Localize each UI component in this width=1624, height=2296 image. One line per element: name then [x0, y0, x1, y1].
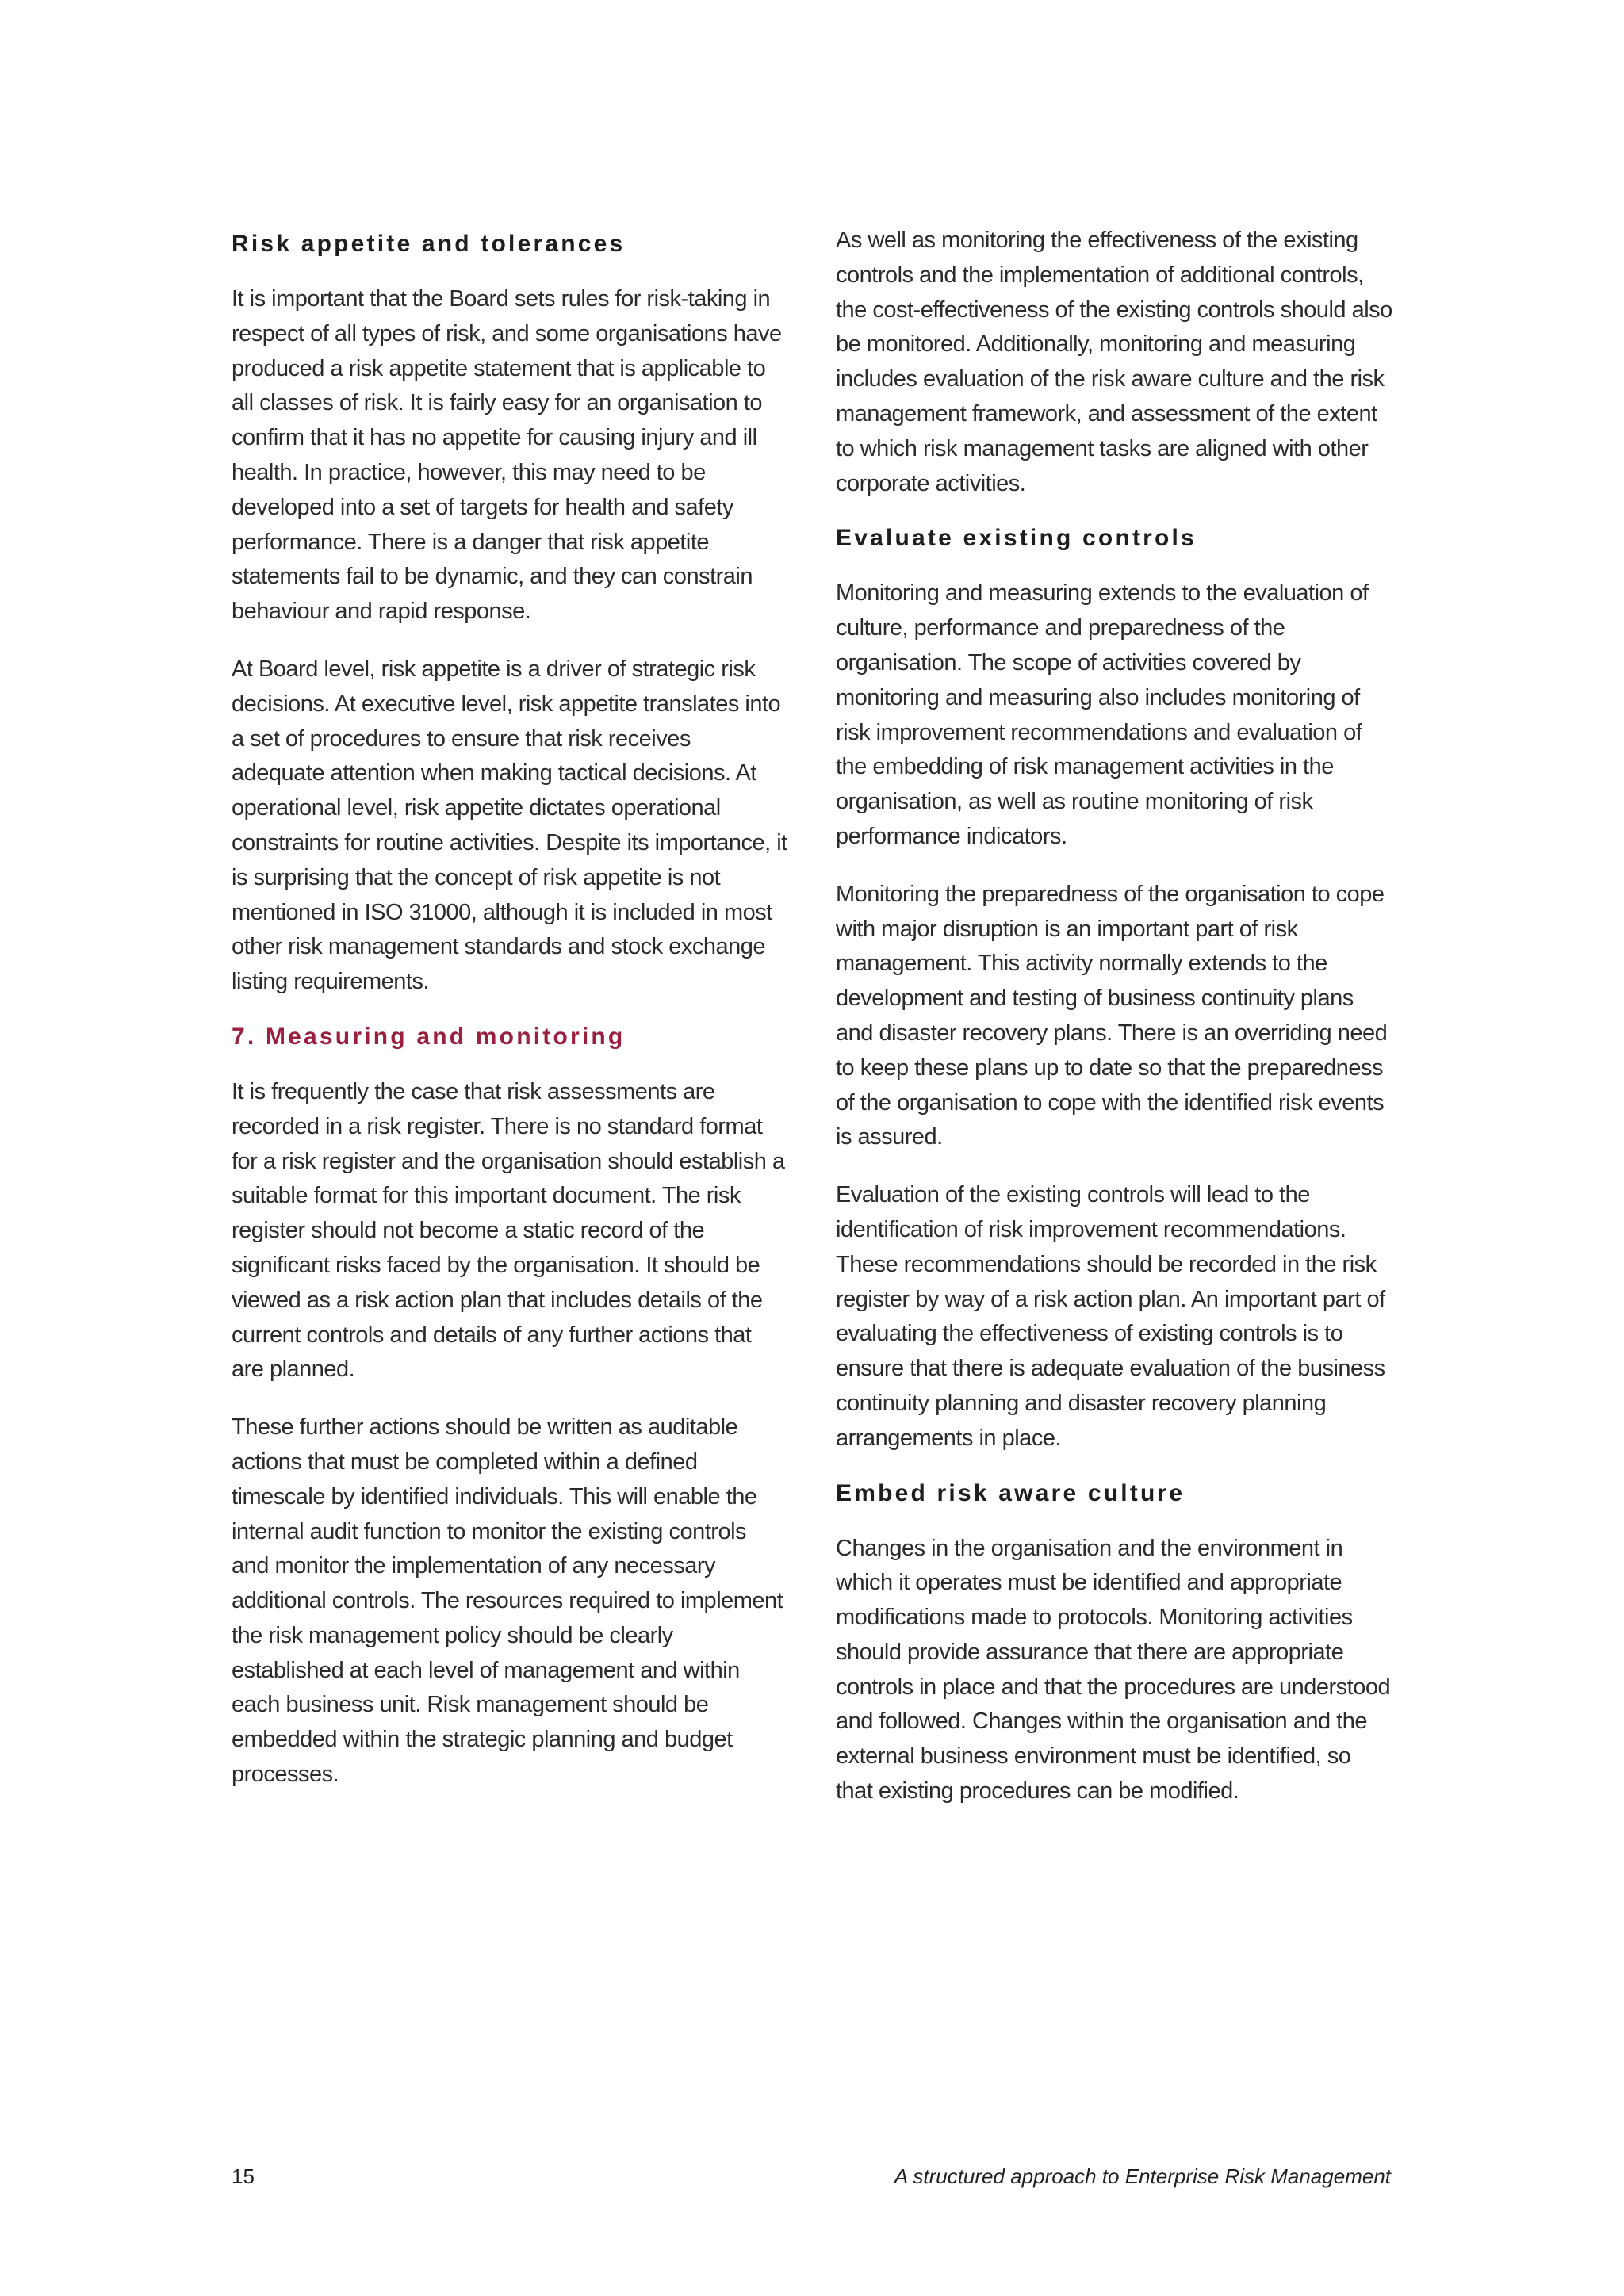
heading-evaluate-controls: Evaluate existing controls	[836, 525, 1197, 552]
paragraph-risk-appetite-2: At Board level, risk appetite is a driver of strategic risk decisions. At executive level, risk appetite translates into a set of procedures to ensure that risk receives adequate attention when making tactical decisions. At operational level, risk appetite dictates operational constraints for routine activities. Despite its importance, it is surprising that the concept of risk appetite is not mentioned in ISO 31000, although it is included in most other risk management standards and stock exchange listing requirements.	[232, 656, 787, 995]
paragraph-further-actions: These further actions should be written as auditable actions that must be completed within a defined timescale by identified individuals. This will enable the internal audit function to monitor the existing controls and monitor the implementation of any necessary additional controls. The resources required to implement the risk management policy should be clearly established at each level of management and within each business unit. Risk management should be embedded within the strategic planning and budget processes.	[232, 1414, 783, 1788]
right-column	[836, 224, 1392, 1832]
paragraph-risk-appetite-1: It is important that the Board sets rules for risk-taking in respect of all types of risk, and some organisations have produced a risk appetite statement that is applicable to all classes of risk. It is fairly easy for an organisation to confirm that it has no appetite for causing injury and ill health. In practice, however, this may need to be developed into a set of targets for health and safety performance. There is a danger that risk appetite statements fail to be dynamic, and they can constrain behaviour and rapid response.	[232, 286, 782, 625]
paragraph-preparedness: Monitoring the preparedness of the organisation to cope with major disruption is an important part of risk management. This activity normally extends to the development and testing of business continuity plans and disaster recovery plans. There is an overriding need to keep these plans up to date so that the preparedness of the organisation to cope with the identified risk events is assured.	[836, 881, 1388, 1150]
heading-measuring-monitoring: 7. Measuring and monitoring	[232, 1023, 626, 1050]
paragraph-monitoring-effectiveness: As well as monitoring the effectiveness of the existing controls and the implementation of additional controls, the cost-effectiveness of the existing controls should also be monitored. Additionally, monitoring and measuring includes evaluation of the risk aware culture and the risk management framework, and assessment of the extent to which risk management tasks are aligned with other corporate activities.	[836, 228, 1392, 496]
page-number: 15	[232, 2164, 255, 2188]
paragraph-changes: Changes in the organisation and the environment in which it operates must be identified and appropriate modifications made to protocols. Monitoring activities should provide assurance that there are appropriate controls in place and that the procedures are understood and followed. Changes within the organisation and the external business environment must be identified, so that existing procedures can be modified.	[836, 1535, 1391, 1804]
footer-document-title: A structured approach to Enterprise Risk Management	[894, 2164, 1391, 2188]
heading-embed-culture: Embed risk aware culture	[836, 1479, 1185, 1506]
paragraph-risk-register: It is frequently the case that risk assessments are recorded in a risk register. There is no standard format for a risk register and the organisation should establish a suitable format for this important document. The risk register should not become a static record of the significant risks faced by the organisation. It should be viewed as a risk action plan that includes details of the current controls and details of any further actions that are planned.	[232, 1078, 785, 1383]
paragraph-evaluation-culture: Monitoring and measuring extends to the evaluation of culture, performance and preparedness of the organisation. The scope of activities covered by monitoring and measuring also includes monitoring of risk improvement recommendations and evaluation of the embedding of risk management activities in the organisation, as well as routine monitoring of risk performance indicators.	[836, 580, 1369, 849]
paragraph-evaluation-controls: Evaluation of the existing controls will lead to the identification of risk improvement recommendations. These recommendations should be recorded in the risk register by way of a risk action plan. An important part of evaluating the effectiveness of existing controls is to ensure that there is adequate evaluation of the business continuity planning and disaster recovery planning arrangements in place.	[836, 1182, 1385, 1451]
heading-risk-appetite: Risk appetite and tolerances	[232, 231, 626, 257]
left-column	[232, 224, 788, 1816]
